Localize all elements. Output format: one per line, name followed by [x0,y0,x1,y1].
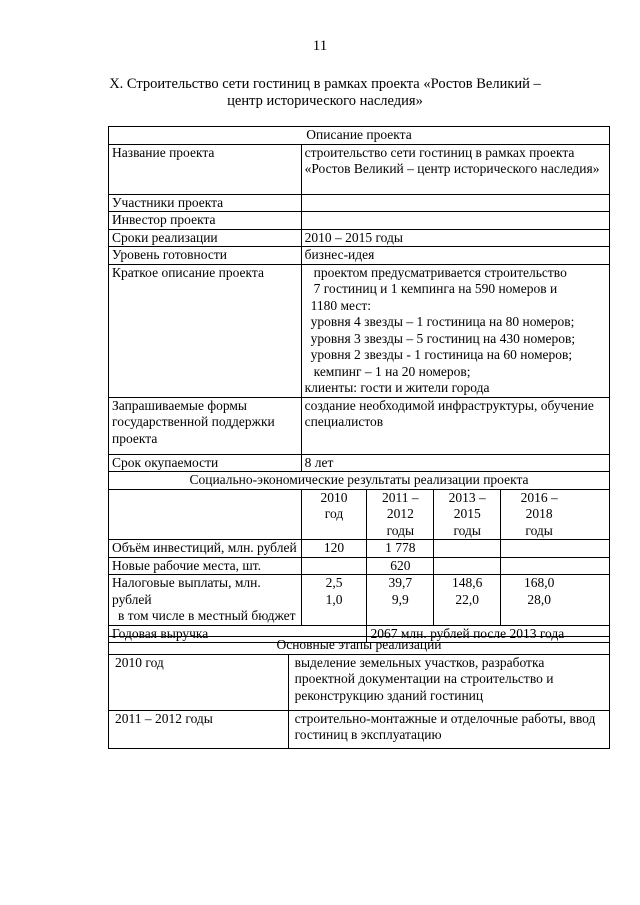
stage-period: 2011 – 2012 годы [109,710,289,748]
jobs-label: Новые рабочие места, шт. [109,557,302,575]
section-heading: X. Строительство сети гостиниц в рамках проекта «Ростов Великий – центр исторического наследия» [109,76,541,109]
row-value [301,212,609,230]
description-title: Описание проекта [109,127,610,145]
jobs-value [501,557,610,575]
brief-line: кемпинг – 1 на 20 номеров; [313,363,471,379]
payback-value: 8 лет [301,454,609,472]
row-label: Участники проекта [109,194,302,212]
col-header-2013-2015: 2013 – 2015 годы [434,489,501,540]
row-label: Название проекта [109,144,302,194]
jobs-value [434,557,501,575]
revenue-value: 2067 млн. рублей после 2013 года [367,625,610,643]
investment-label: Объём инвестиций, млн. рублей [109,540,302,558]
stages-title: Основные этапы реализации [109,637,610,655]
row-label: Уровень готовности [109,247,302,265]
row-value: бизнес-идея [301,247,609,265]
tax-label: Налоговые выплаты, млн. рублей в том числе в местный бюджет [109,575,302,626]
page-number: 11 [312,38,328,54]
investment-value: 120 [301,540,367,558]
brief-line: уровня 4 звезды – 1 гостиница на 80 номеров; [310,314,575,329]
investment-value [501,540,610,558]
row-label: Сроки реализации [109,229,302,247]
jobs-value: 620 [367,557,434,575]
stage-text: строительно-монтажные и отделочные работы, ввод гостиниц в эксплуатацию [288,710,609,748]
col-header-2010: 2010 год [301,489,367,540]
col-header-2016-2018: 2016 – 2018 годы [501,489,610,540]
stage-period: 2010 год [109,654,289,710]
brief-line: проектом предусматривается строительство [313,264,567,280]
row-label: Инвестор проекта [109,212,302,230]
brief-line: уровня 2 звезды - 1 гостиница на 60 номеров; [310,347,573,362]
results-header-empty [109,489,302,540]
brief-line: клиенты: гости и жители города [304,380,490,395]
project-table [108,126,610,643]
jobs-value [301,557,367,575]
support-label: Запрашиваемые формы государственной поддержки проекта [109,397,302,454]
support-value: создание необходимой инфраструктуры, обучение специалистов [301,397,609,454]
row-value [301,194,609,212]
brief-description [301,264,609,397]
investment-value: 1 778 [367,540,434,558]
revenue-label: Годовая выручка [109,625,367,643]
tax-value: 148,6 22,0 [434,575,501,626]
row-value: строительство сети гостиниц в рамках проекта «Ростов Великий – центр исторического наследия» [301,144,609,194]
tax-value: 39,7 9,9 [367,575,434,626]
stage-text: выделение земельных участков, разработка проектной документации на строительство и реконструкцию зданий гостиниц [288,654,609,710]
tax-value: 2,5 1,0 [301,575,367,626]
row-value: 2010 – 2015 годы [301,229,609,247]
brief-label: Краткое описание проекта [109,264,302,397]
payback-label: Срок окупаемости [109,454,302,472]
brief-line: уровня 3 звезды – 5 гостиниц на 430 номеров; [310,330,576,346]
brief-line: 1180 мест: [310,297,371,313]
investment-value [434,540,501,558]
col-header-2011-2012: 2011 – 2012 годы [367,489,434,540]
brief-line: 7 гостиниц и 1 кемпинга на 590 номеров и [313,281,558,296]
stages-table [108,636,610,749]
tax-value: 168,0 28,0 [501,575,610,626]
results-title: Социально-экономические результаты реализации проекта [109,472,610,490]
